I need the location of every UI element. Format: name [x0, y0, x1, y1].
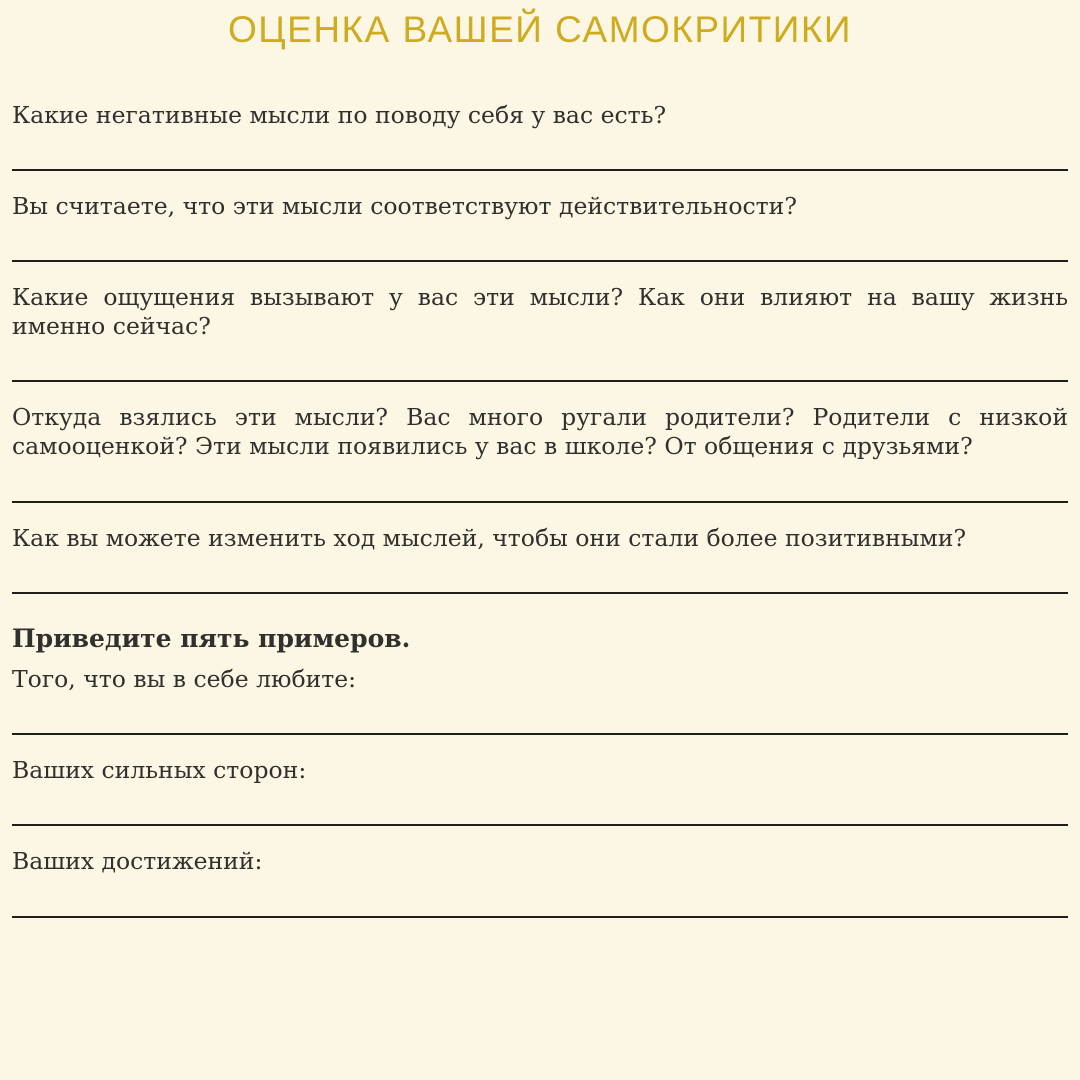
- answer-line-3[interactable]: [12, 380, 1068, 382]
- question-5: Как вы можете изменить ход мыслей, чтобы они стали более позитивными?: [12, 524, 967, 552]
- question-3: Какие ощущения вызывают у вас эти мысли? Как они влияют на вашу жизнь именно сейчас?: [12, 283, 1068, 340]
- answer-line-5[interactable]: [12, 592, 1068, 594]
- page-title: ОЦЕНКА ВАШЕЙ САМОКРИТИКИ: [227, 9, 852, 50]
- example-strengths: Ваших сильных сторон:: [12, 756, 307, 784]
- example-achievements: Ваших достижений:: [12, 847, 263, 875]
- answer-line-4[interactable]: [12, 501, 1068, 503]
- examples-heading: Приведите пять примеров.: [12, 624, 411, 653]
- answer-line-7[interactable]: [12, 824, 1068, 826]
- question-4: Откуда взялись эти мысли? Вас много ругали родители? Родители с низкой самооценкой? Эти мысли появились у вас в школе? От общения с друзьями?: [12, 403, 1068, 460]
- answer-line-1[interactable]: [12, 169, 1068, 171]
- example-loved-traits: Того, что вы в себе любите:: [12, 665, 357, 693]
- answer-line-6[interactable]: [12, 733, 1068, 735]
- answer-line-2[interactable]: [12, 260, 1068, 262]
- question-1: Какие негативные мысли по поводу себя у вас есть?: [12, 101, 667, 129]
- question-2: Вы считаете, что эти мысли соответствуют действительности?: [12, 192, 797, 220]
- answer-line-8[interactable]: [12, 916, 1068, 918]
